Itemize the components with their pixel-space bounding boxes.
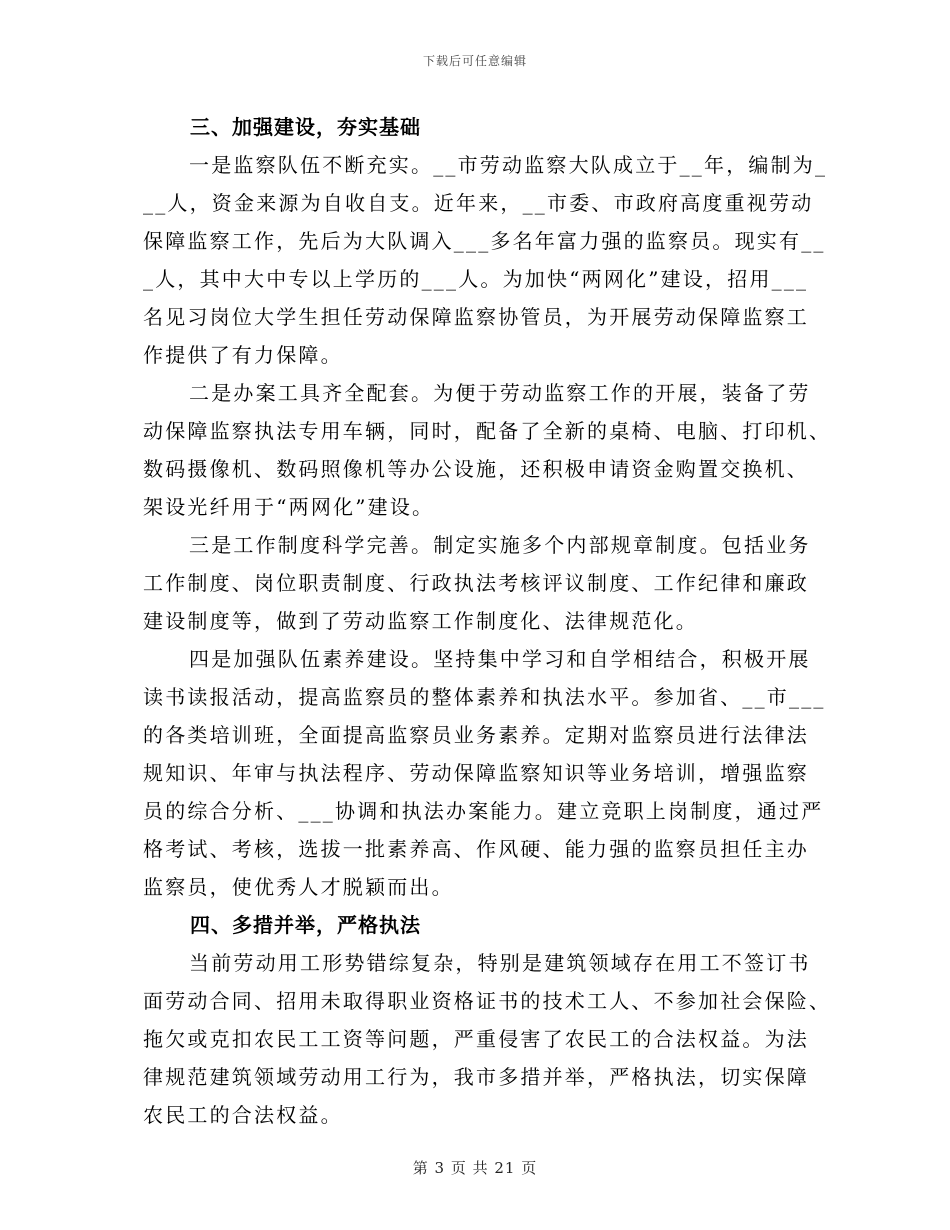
section-3	[143, 108, 832, 906]
paragraph-line: 三是工作制度科学完善。制定实施多个内部规章制度。包括业务	[189, 533, 811, 557]
paragraph-line: 架设光纤用于“两网化”建设。	[143, 495, 435, 519]
paragraph	[143, 944, 832, 1134]
paragraph-line: 保障监察工作，先后为大队调入___多名年富力强的监察员。现实有__	[143, 229, 826, 253]
paragraph-line: 监察员，使优秀人才脱颖而出。	[143, 875, 454, 899]
paragraph-line: 动保障监察执法专用车辆，同时，配备了全新的桌椅、电脑、打印机、	[143, 419, 832, 443]
paragraph-line: 的各类培训班，全面提高监察员业务素养。定期对监察员进行法律法	[143, 723, 809, 747]
paragraph-line: 建设制度等，做到了劳动监察工作制度化、法律规范化。	[143, 609, 698, 633]
paragraph-line: 拖欠或克扣农民工工资等问题，严重侵害了农民工的合法权益。为法	[143, 1027, 809, 1051]
paragraph-line: 员的综合分析、___协调和执法办案能力。建立竞职上岗制度，通过严	[143, 799, 824, 823]
paragraph-line: 一是监察队伍不断充实。__市劳动监察大队成立于__年，编制为_	[189, 153, 828, 177]
section-4	[143, 906, 832, 1134]
paragraph-line: 四是加强队伍素养建设。坚持集中学习和自学相结合，积极开展	[189, 647, 811, 671]
paragraph-line: 面劳动合同、招用未取得职业资格证书的技术工人、不参加社会保险、	[143, 989, 832, 1013]
paragraph-line: 数码摄像机、数码照像机等办公设施，还积极申请资金购置交换机、	[143, 457, 809, 481]
paragraph	[143, 640, 826, 906]
paragraph	[143, 526, 809, 640]
paragraph-line: 规知识、年审与执法程序、劳动保障监察知识等业务培训，增强监察	[143, 761, 809, 785]
paragraph-line: 当前劳动用工形势错综复杂，特别是建筑领域存在用工不签订书	[189, 951, 811, 975]
section-heading: 三、加强建设，夯实基础	[190, 115, 421, 139]
paragraph-line: 二是办案工具齐全配套。为便于劳动监察工作的开展，装备了劳	[189, 381, 811, 405]
paragraph-line: __人，资金来源为自收自支。近年来，__市委、市政府高度重视劳动	[143, 191, 814, 215]
paragraph	[143, 374, 832, 526]
paragraph-line: 工作制度、岗位职责制度、行政执法考核评议制度、工作纪律和廉政	[143, 571, 809, 595]
paragraph-line: 读书读报活动，提高监察员的整体素养和执法水平。参加省、__市___	[143, 685, 826, 709]
paragraph-line: 作提供了有力保障。	[143, 343, 343, 367]
paragraph-line: _人，其中大中专以上学历的___人。为加快“两网化”建设，招用___	[143, 267, 809, 291]
section-heading: 四、多措并举，严格执法	[190, 913, 421, 937]
paragraph	[143, 146, 828, 374]
paragraph-line: 名见习岗位大学生担任劳动保障监察协管员，为开展劳动保障监察工	[143, 305, 809, 329]
page-number: 第 3 页 共 21 页	[412, 1159, 538, 1177]
page-header: 下载后可任意编辑	[422, 54, 527, 68]
paragraph-line: 律规范建筑领域劳动用工行为，我市多措并举，严格执法，切实保障	[143, 1065, 809, 1089]
paragraph-line: 农民工的合法权益。	[143, 1103, 343, 1127]
document-body	[143, 108, 832, 1134]
paragraph-line: 格考试、考核，选拔一批素养高、作风硬、能力强的监察员担任主办	[143, 837, 809, 861]
